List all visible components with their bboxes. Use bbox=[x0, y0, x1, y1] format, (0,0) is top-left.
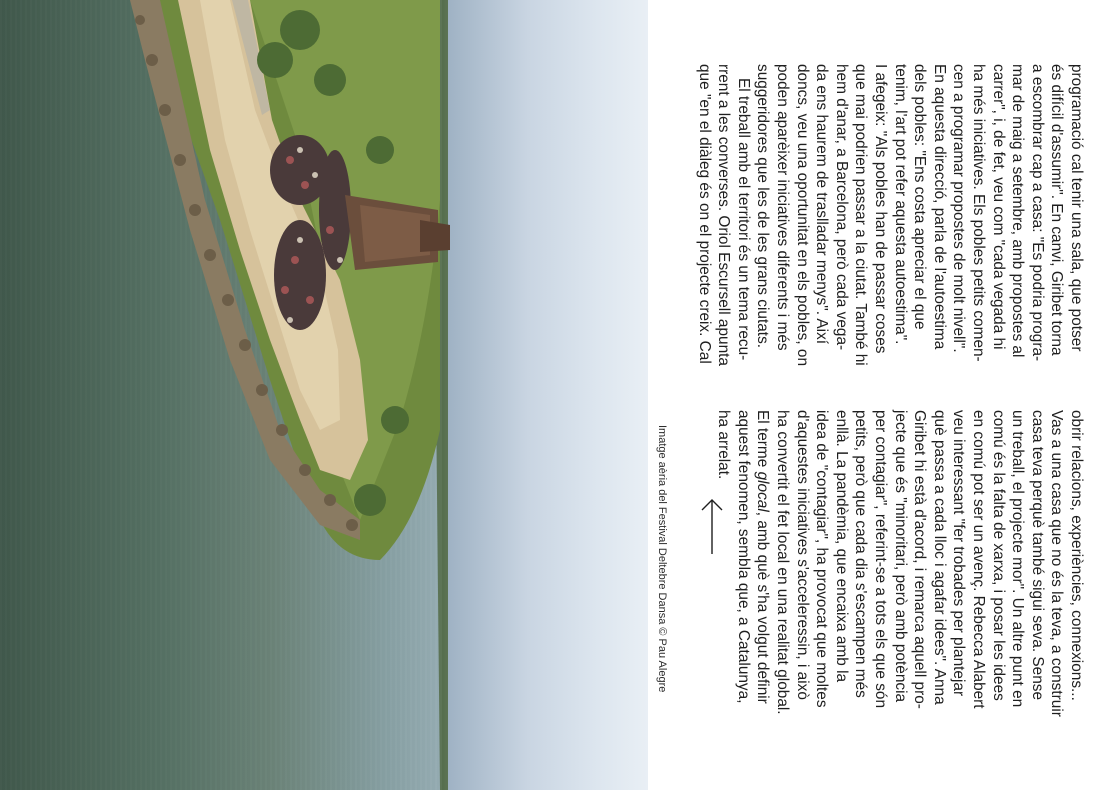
col2-line: ha arrelat. bbox=[715, 410, 733, 480]
col1-line: ha més iniciatives. Els pobles petits comen- bbox=[970, 64, 988, 362]
column-2-body bbox=[714, 410, 1086, 740]
col1-line: cen a programar propostes de molt nivell". bbox=[950, 64, 968, 353]
col2-line: petits, però que cada dia s'escampen més bbox=[852, 410, 870, 698]
arrow-icon bbox=[697, 494, 727, 554]
col1-line: programació cal tenir una sala, que potser bbox=[1068, 64, 1085, 352]
col1-line: En aquesta direcció, parla de l'autoestima bbox=[930, 64, 948, 350]
col1-line: suggeridores que les de les grans ciutats. bbox=[754, 64, 772, 349]
col1-line: poden aparèixer iniciatives diferents i més bbox=[774, 64, 792, 351]
text-column-1 bbox=[694, 64, 1086, 384]
col1-line: a escombrar cap a casa: "Es podria progra- bbox=[1028, 64, 1046, 362]
col2-line: d'aquestes iniciatives s'acceleressin, i això bbox=[793, 410, 811, 700]
col2-line: jecte que és "minoritari, però amb potència bbox=[891, 410, 909, 703]
col1-line: hem d'anar, a Barcelona, però cada vega- bbox=[832, 64, 850, 351]
col1-line: doncs, veu una oportunitat en els pobles, on bbox=[793, 64, 811, 367]
photo-caption: Imatge aèria del Festival Deltebre Dansa © Pau Alegre bbox=[656, 425, 668, 693]
col1-line: I afegeix: "Als pobles han de passar coses bbox=[872, 64, 890, 354]
col2-line: un treball, el projecte mor". Un altre punt en bbox=[1009, 410, 1027, 708]
col2-line: El terme glocal, amb què s'ha volgut definir bbox=[754, 410, 772, 704]
col1-line: que mai podrien passar a la ciutat. També hi bbox=[852, 64, 870, 366]
col2-line: idea de "contagiar", ha provocat que moltes bbox=[813, 410, 831, 708]
col1-line: mar de maig a setembre, amb propostes al bbox=[1009, 64, 1027, 358]
col2-line: Vas a una casa que no és la teva, a construir bbox=[1048, 410, 1066, 717]
text-column-2 bbox=[714, 410, 1086, 740]
col1-line: que "en el diàleg és on el projecte creix. Cal bbox=[695, 64, 713, 364]
col1-line: rrent a les converses. Oriol Escursell apunta bbox=[715, 64, 733, 366]
col2-line: veu interessant "fer trobades per plantejar bbox=[950, 410, 968, 697]
col2-line: Giribet hi està d'acord, i remarca aquell pro- bbox=[911, 410, 929, 709]
col2-line: què passa a cada lloc i agafar idees". Anna bbox=[930, 410, 948, 705]
col1-line: tenim, l'art pot refer aquesta autoestima". bbox=[891, 64, 909, 345]
col1-line: carrer", i, de fet, veu com "cada vegada hi bbox=[989, 64, 1007, 350]
column-1-body bbox=[694, 64, 1086, 384]
glocal-term: glocal bbox=[754, 471, 772, 512]
col1-line: da ens haurem de traslladar menys". Així bbox=[813, 64, 831, 345]
col2-line: en comú pot ser un avenç. Rebecca Alabert bbox=[970, 410, 988, 709]
col2-line: per contagiar", referint-se a tots els que són bbox=[872, 410, 890, 709]
col2-line: comú és la falta de xarxa, i posar les idees bbox=[989, 410, 1007, 701]
col2-line: enllà. La pandèmia, que encaixa amb la bbox=[832, 410, 850, 683]
col2-line: aquest fenomen, sembla que, a Catalunya, bbox=[734, 410, 752, 704]
col2-line: ha convertit el fet local en una realitat global. bbox=[774, 410, 792, 715]
col1-line: és difícil d'assumir". En canvi, Giribet torna bbox=[1048, 64, 1066, 356]
col1-line: dels pobles: "Ens costa apreciar el que bbox=[911, 64, 929, 330]
col1-line: El treball amb el territori és un tema recu- bbox=[734, 78, 752, 361]
col2-line: obrir relacions, experiències, connexions... bbox=[1068, 410, 1085, 701]
col2-line: casa teva perquè també sigui seva. Sense bbox=[1028, 410, 1046, 701]
